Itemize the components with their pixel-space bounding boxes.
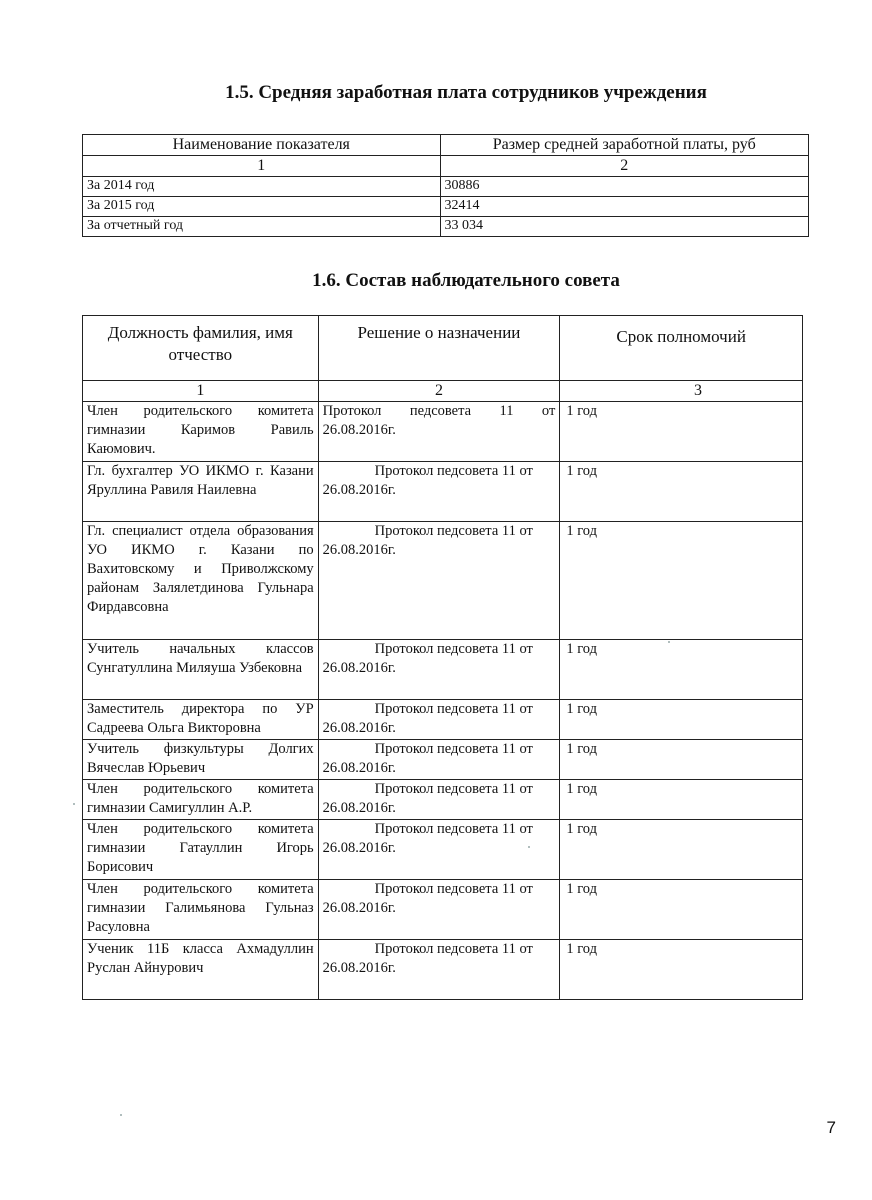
term-of-office: 1 год [560,740,803,780]
header-term: Срок полномочий [560,316,803,381]
salary-table [82,134,809,237]
table-row [83,820,803,880]
scan-speck [668,641,670,643]
header-appointment-decision: Решение о назначении [318,316,560,381]
term-of-office: 1 год [560,640,803,700]
indicator-label: За 2014 год [83,177,441,197]
column-number-row [83,156,809,177]
term-of-office: 1 год [560,402,803,462]
header-indicator-name: Наименование показателя [83,135,441,156]
term-of-office: 1 год [560,522,803,640]
header-position-name: Должность фамилия, имя отчество [83,316,319,381]
table-header-row [83,316,803,381]
appointment-decision: Протокол педсовета 11 от 26.08.2016г. [318,940,560,1000]
member-position: Член родительского комитета гимназии Каримов Равиль Каюмович. [83,402,319,462]
section-15-title: 1.5. Средняя заработная плата сотрудников учреждения [225,82,707,103]
member-position: Гл. бухгалтер УО ИКМО г. Казани Яруллина Равиля Наилевна [83,462,319,522]
table-row [83,462,803,522]
term-of-office: 1 год [560,940,803,1000]
term-of-office: 1 год [560,462,803,522]
table-row [83,780,803,820]
scan-speck [120,1114,122,1116]
salary-value: 30886 [440,177,808,197]
term-of-office: 1 год [560,820,803,880]
page-number: 7 [826,1118,836,1137]
member-position: Заместитель директора по УР Садреева Ольга Викторовна [83,700,319,740]
supervisory-council-table [82,315,803,1000]
term-of-office: 1 год [560,780,803,820]
member-position: Член родительского комитета гимназии Гатауллин Игорь Борисович [83,820,319,880]
member-position: Ученик 11Б класса Ахмадуллин Руслан Айнурович [83,940,319,1000]
table-row [83,940,803,1000]
appointment-decision: Протокол педсовета 11 от 26.08.2016г. [318,780,560,820]
appointment-decision: Протокол педсовета 11 от 26.08.2016г. [318,820,560,880]
member-position: Гл. специалист отдела образования УО ИКМО г. Казани по Вахитовскому и Приволжскому районам Залялетдинова Гульнара Фирдавсовна [83,522,319,640]
term-of-office: 1 год [560,700,803,740]
term-of-office: 1 год [560,880,803,940]
indicator-label: За 2015 год [83,197,441,217]
table-row [83,640,803,700]
member-position: Член родительского комитета гимназии Самигуллин А.Р. [83,780,319,820]
scan-speck [73,803,75,805]
appointment-decision: Протокол педсовета 11 от 26.08.2016г. [318,880,560,940]
header-salary-size: Размер средней заработной платы, руб [440,135,808,156]
table-header-row [83,135,809,156]
appointment-decision: Протокол педсовета 11 от 26.08.2016г. [318,700,560,740]
column-number: 1 [83,156,441,177]
section-16-title: 1.6. Состав наблюдательного совета [312,270,620,291]
table-row [83,197,809,217]
member-position: Учитель физкультуры Долгих Вячеслав Юрьевич [83,740,319,780]
member-position: Учитель начальных классов Сунгатуллина Миляуша Узбековна [83,640,319,700]
appointment-decision: Протокол педсовета 11 от 26.08.2016г. [318,462,560,522]
indicator-label: За отчетный год [83,217,441,237]
appointment-decision: Протокол педсовета 11 от 26.08.2016г. [318,402,560,462]
appointment-decision: Протокол педсовета 11 от 26.08.2016г. [318,740,560,780]
table-row [83,522,803,640]
appointment-decision: Протокол педсовета 11 от 26.08.2016г. [318,522,560,640]
salary-value: 32414 [440,197,808,217]
table-row [83,177,809,197]
salary-value: 33 034 [440,217,808,237]
table-row [83,740,803,780]
appointment-decision: Протокол педсовета 11 от 26.08.2016г. [318,640,560,700]
column-number: 1 [83,381,319,402]
member-position: Член родительского комитета гимназии Галимьянова Гульназ Расуловна [83,880,319,940]
column-number: 2 [440,156,808,177]
table-row [83,217,809,237]
column-number: 2 [318,381,560,402]
table-row [83,700,803,740]
table-row [83,402,803,462]
column-number: 3 [560,381,803,402]
scan-speck [528,846,530,848]
column-number-row [83,381,803,402]
table-row [83,880,803,940]
